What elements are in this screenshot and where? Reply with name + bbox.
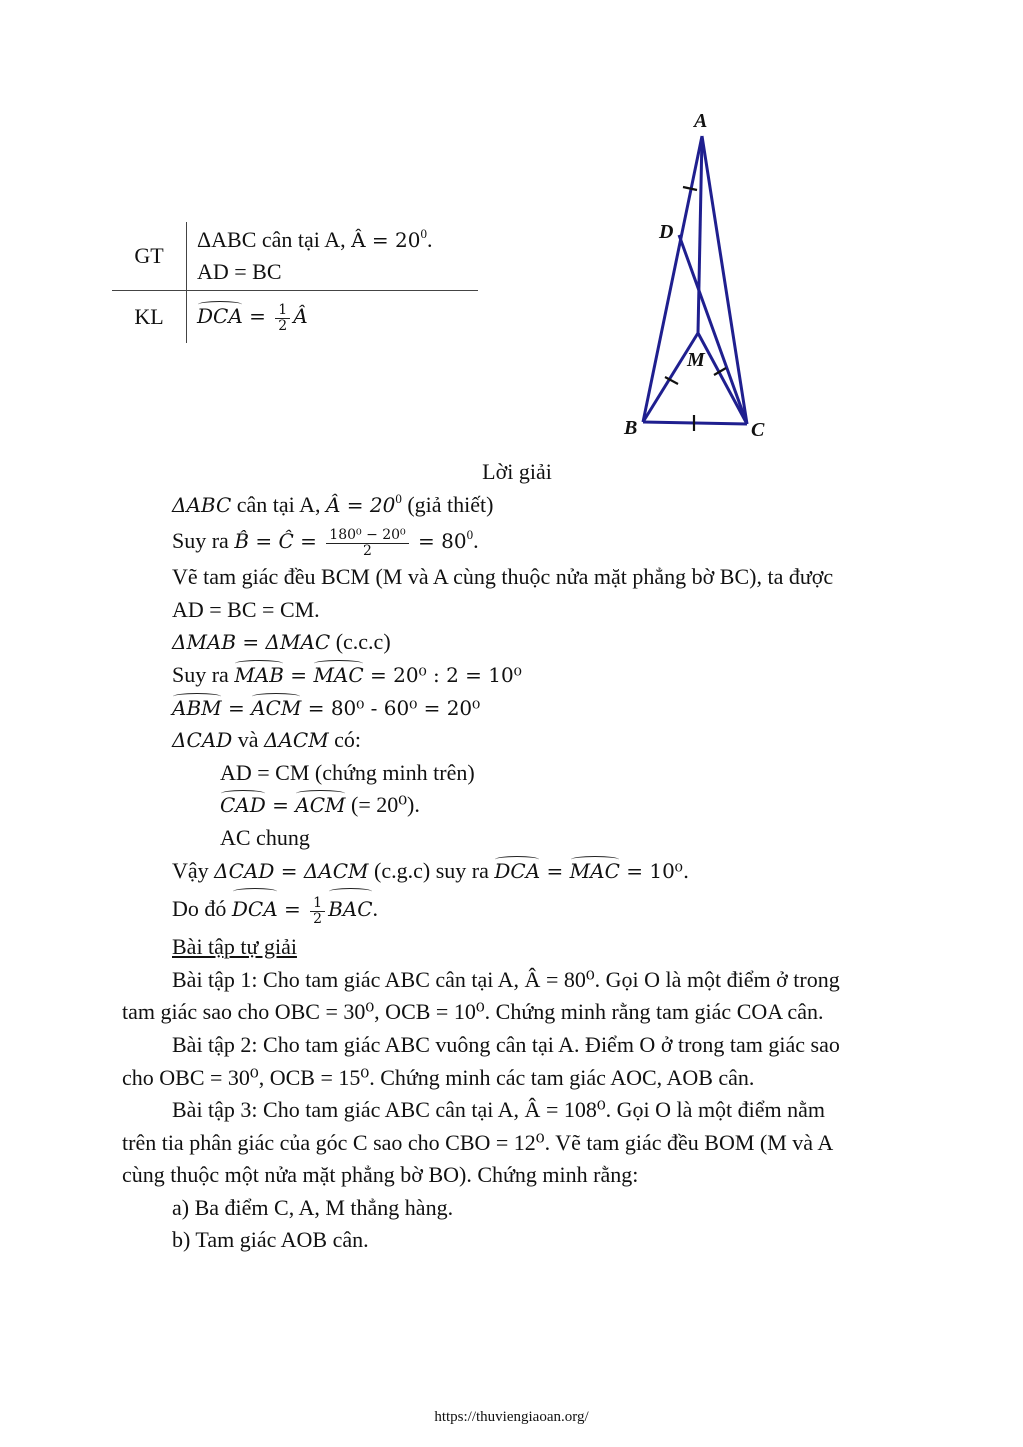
solution-line-8: [122, 724, 912, 757]
solution-line-5: [122, 626, 912, 659]
text: và: [232, 727, 264, 753]
math-angle: DCA: [232, 887, 278, 931]
triangle-figure: [610, 105, 790, 445]
text: Suy ra: [172, 661, 235, 687]
solution-line-7: ABM = ACM = 80⁰ - 60⁰ = 20⁰: [122, 692, 912, 725]
math-triangle: ΔACM: [264, 728, 329, 753]
math-angle: DCA: [494, 855, 540, 888]
exercise-3-line-3: cùng thuộc một nửa mặt phẳng bờ BO). Chứng minh rằng:: [122, 1162, 639, 1188]
exercise-2-line-2: cho OBC = 30⁰, OCB = 15⁰. Chứng minh các tam giác AOC, AOB cân.: [122, 1064, 755, 1090]
side-ab: [643, 136, 702, 422]
math-angle: MAC: [313, 659, 363, 692]
fraction-num: 1: [310, 896, 325, 912]
exercises-title: [122, 931, 912, 964]
math-angle: Â = 20: [325, 492, 396, 517]
fraction-num: 1: [275, 303, 290, 319]
text: Vậy: [172, 857, 215, 883]
fraction-den: 2: [363, 542, 372, 559]
given-label: GT: [112, 222, 187, 290]
math-angle: ACM: [295, 789, 345, 822]
degree: 0: [466, 527, 474, 543]
text: cân tại A,: [231, 491, 326, 517]
math-congruence: ΔMAB = ΔMAC: [172, 630, 331, 655]
exercise-1-line-2: tam giác sao cho OBC = 30⁰, OCB = 10⁰. Chứng minh rằng tam giác COA cân.: [122, 999, 824, 1025]
exercises-title-text: Bài tập tự giải: [172, 934, 297, 960]
text: có:: [328, 727, 362, 753]
fraction: [326, 528, 408, 559]
text: (giả thiết): [401, 491, 494, 517]
solution-line-6: Suy ra MAB = MAC = 20⁰ : 2 = 10⁰: [122, 659, 912, 692]
solution-line-4: AD = BC = CM.: [172, 596, 320, 622]
solution-body: [122, 456, 912, 1257]
math-angle: BAC: [328, 887, 372, 931]
given-line-2: AD = BC: [197, 259, 282, 284]
text: .: [473, 528, 479, 554]
label-a: A: [694, 110, 708, 132]
exercise-3-item-a: a) Ba điểm C, A, M thẳng hàng.: [172, 1194, 454, 1220]
solution-line-12: Vậy ΔCAD = ΔACM (c.g.c) suy ra DCA = MAC = 10⁰.: [122, 855, 912, 888]
text: (c.g.c) suy ra: [368, 857, 495, 883]
segment-am: [698, 136, 702, 333]
given-content: [187, 222, 432, 290]
math-triangle: ΔABC: [172, 492, 232, 517]
text: Do đó: [172, 896, 232, 922]
degree: 0: [395, 490, 402, 506]
given-row: [112, 222, 478, 291]
fraction-den: 2: [313, 910, 323, 927]
math-angles: B̂ = Ĉ =: [234, 529, 324, 554]
conclusion-eq: =: [242, 304, 273, 329]
exercise-3-line-2: trên tia phân giác của góc C sao cho CBO = 12⁰. Vẽ tam giác đều BOM (M và A: [122, 1129, 834, 1155]
given-text: ΔABC cân tại A,: [197, 227, 352, 252]
solution-line-10: CAD = ACM (= 20⁰).: [122, 789, 912, 822]
label-c: C: [751, 419, 765, 441]
math-angle: CAD: [220, 789, 266, 822]
math-result: = 80⁰ - 60⁰ = 20⁰: [301, 695, 481, 720]
label-b: B: [624, 417, 638, 439]
fraction-den: 2: [278, 317, 288, 334]
figure-lines: [643, 136, 747, 424]
solution-line-1: [122, 489, 912, 522]
math-angle: MAC: [570, 855, 620, 888]
given-line-1: ΔABC cân tại A, Â = $20^0$.: [197, 226, 433, 252]
math-congruence: ΔCAD = ΔACM: [214, 858, 369, 883]
math-result: = 20⁰ : 2 = 10⁰: [363, 662, 522, 687]
given-conclusion-table: [112, 222, 478, 343]
conclusion-row: [112, 291, 478, 343]
math-triangle: ΔCAD: [172, 728, 233, 753]
solution-line-9: AD = CM (chứng minh trên): [220, 759, 475, 785]
solution-heading: Lời giải: [482, 459, 552, 484]
conclusion-angle: DCA: [197, 300, 243, 332]
exercise-1-line-1: Bài tập 1: Cho tam giác ABC cân tại A, Â = 80⁰. Gọi O là một điểm ở trong: [172, 966, 840, 992]
label-d: D: [659, 221, 674, 243]
text: (c.c.c): [330, 629, 391, 655]
exercise-2-line-1: Bài tập 2: Cho tam giác ABC vuông cân tại A. Điểm O ở trong tam giác sao: [172, 1031, 840, 1057]
solution-line-2: [122, 521, 912, 561]
text: .: [372, 896, 379, 922]
tick-ad: [683, 187, 697, 190]
math-angle: MAB: [234, 659, 284, 692]
conclusion-rhs: Â: [293, 304, 308, 329]
solution-line-11: AC chung: [220, 824, 310, 850]
given-angle: Â = 20: [351, 228, 421, 252]
exercise-3-line-1: Bài tập 3: Cho tam giác ABC cân tại A, Â = 108⁰. Gọi O là một điểm nằm: [172, 1097, 826, 1123]
fraction-num: 180⁰ − 20⁰: [326, 528, 408, 544]
footer-url[interactable]: https://thuviengiaoan.org/: [434, 1409, 589, 1425]
exercise-3-item-b: b) Tam giác AOB cân.: [172, 1227, 369, 1253]
solution-line-3: Vẽ tam giác đều BCM (M và A cùng thuộc nửa mặt phẳng bờ BC), ta được: [172, 564, 834, 590]
text: Suy ra: [172, 528, 235, 554]
text: (= 20⁰).: [345, 792, 420, 818]
math-result: = 10⁰.: [619, 858, 690, 883]
given-degree: 0: [420, 226, 427, 241]
math-angle: ACM: [251, 692, 301, 725]
segment-cd: [679, 235, 747, 424]
fraction: [310, 896, 325, 927]
conclusion-content: [187, 291, 308, 343]
solution-line-13: Do đó DCA = $\frac{1}{2}$ BAC.: [122, 887, 912, 931]
conclusion-label: KL: [112, 291, 187, 343]
math-angle: ABM: [172, 692, 222, 725]
math-result: = 80: [411, 529, 467, 554]
label-m: M: [687, 349, 705, 371]
conclusion-fraction: [275, 303, 290, 334]
